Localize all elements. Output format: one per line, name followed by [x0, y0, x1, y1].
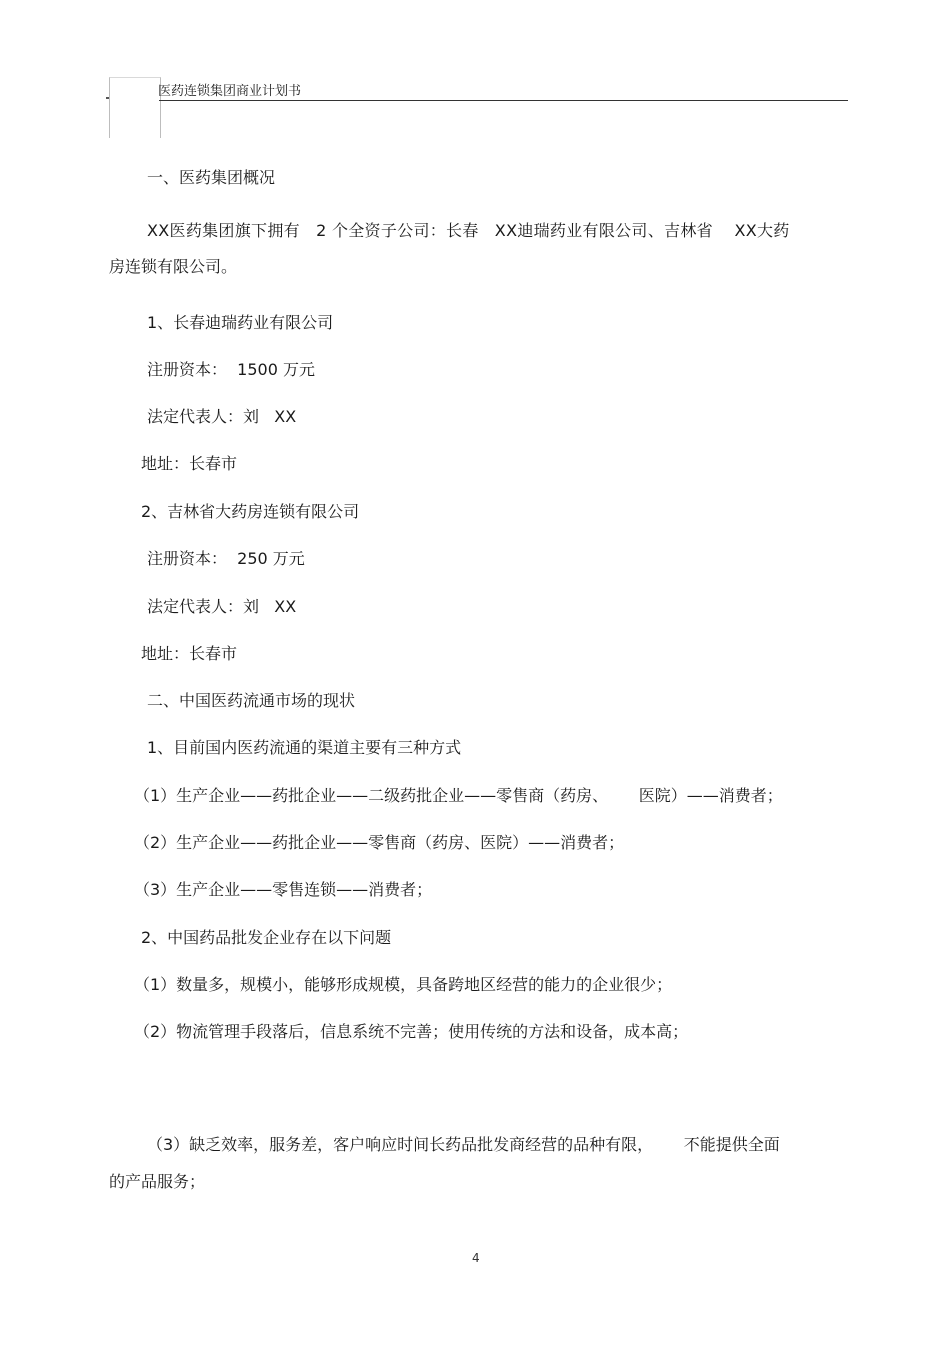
page-number: 4 [472, 1251, 480, 1265]
company-1-capital: 注册资本： 1500 万元 [147, 360, 315, 379]
problems-item-3-line-1: （3）缺乏效率，服务差，客户响应时间长药品批发商经营的品种有限， 不能提供全面 [147, 1135, 780, 1154]
problems-item-1: （1）数量多，规模小，能够形成规模，具备跨地区经营的能力的企业很少； [134, 975, 673, 994]
company-1-address: 地址：长春市 [141, 454, 238, 473]
problems-item-2: （2）物流管理手段落后，信息系统不完善；使用传统的方法和设备，成本高； [134, 1022, 689, 1041]
section-heading-market: 二、中国医药流通市场的现状 [147, 691, 356, 710]
company-2-title: 2、吉林省大药房连锁有限公司 [141, 502, 360, 521]
section-heading-overview: 一、医药集团概况 [147, 168, 276, 187]
problems-item-3-line-2: 的产品服务； [109, 1172, 206, 1191]
intro-line-1: XX医药集团旗下拥有 2 个全资子公司：长春 XX迪瑞药业有限公司、吉林省 XX大药 [147, 221, 790, 240]
header-rule [159, 100, 848, 101]
channels-item-2: （2）生产企业——药批企业——零售商（药房、医院）——消费者； [134, 833, 625, 852]
channels-item-1: （1）生产企业——药批企业——二级药批企业——零售商（药房、 医院）——消费者； [134, 786, 783, 805]
header-title: 医药连锁集团商业计划书 [158, 84, 302, 99]
header-corner-tick [106, 97, 109, 99]
company-2-address: 地址：长春市 [141, 644, 238, 663]
company-2-capital: 注册资本： 250 万元 [147, 549, 305, 568]
header-corner-box [109, 77, 161, 138]
channels-title: 1、目前国内医药流通的渠道主要有三种方式 [147, 738, 462, 757]
intro-line-2: 房连锁有限公司。 [109, 257, 238, 276]
problems-title: 2、中国药品批发企业存在以下问题 [141, 928, 392, 947]
company-1-title: 1、长春迪瑞药业有限公司 [147, 313, 334, 332]
company-2-representative: 法定代表人：刘 XX [147, 597, 297, 616]
channels-item-3: （3）生产企业——零售连锁——消费者； [134, 880, 433, 899]
company-1-representative: 法定代表人：刘 XX [147, 407, 297, 426]
